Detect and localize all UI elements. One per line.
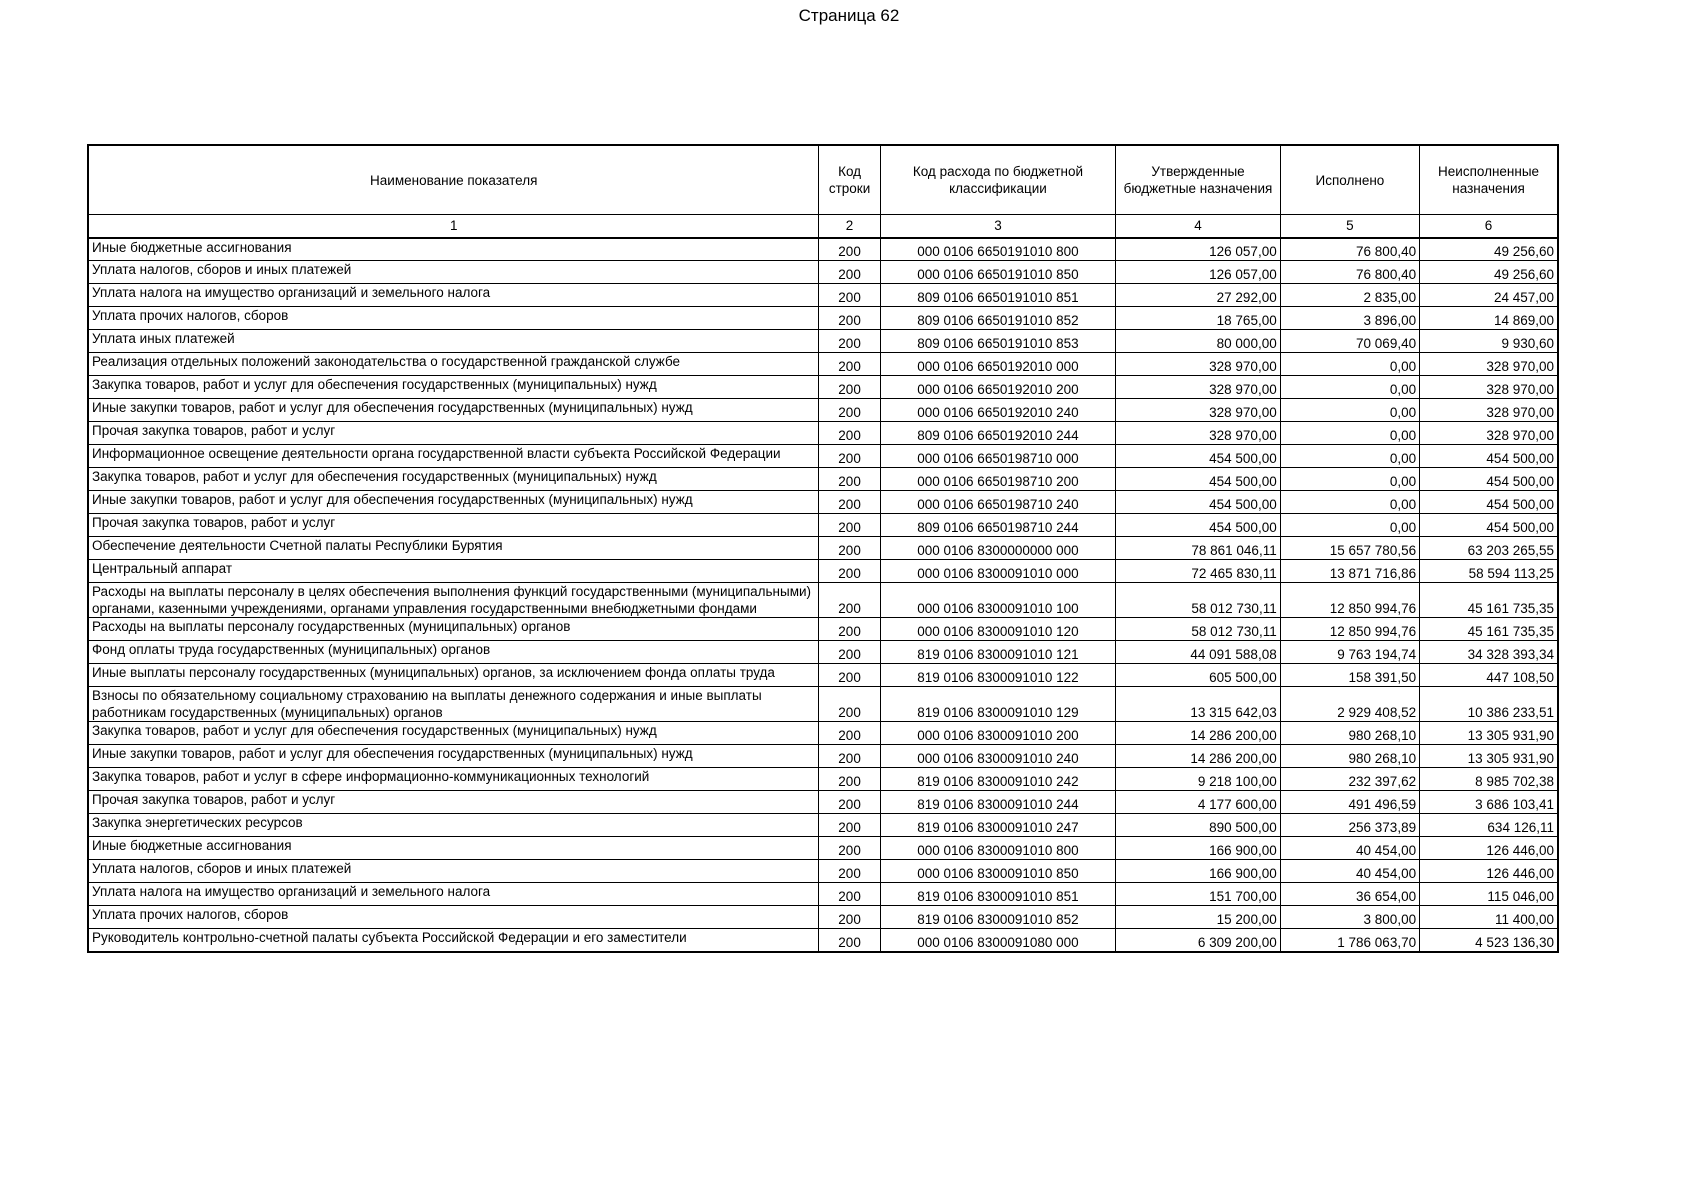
- classification-code-cell: 000 0106 8300091010 000: [880, 560, 1116, 583]
- approved-amount-cell: 27 292,00: [1116, 284, 1280, 307]
- executed-amount-cell: 491 496,59: [1280, 791, 1419, 814]
- executed-amount-cell: 76 800,40: [1280, 261, 1419, 284]
- line-code-cell: 200: [819, 399, 880, 422]
- approved-amount-cell: 454 500,00: [1116, 491, 1280, 514]
- table-row: [88, 583, 1558, 618]
- line-code-cell: 200: [819, 238, 880, 261]
- table-row: [88, 883, 1558, 906]
- indicator-name-cell: Уплата налога на имущество организаций и земельного налога: [88, 883, 819, 906]
- unexecuted-amount-cell: 58 594 113,25: [1420, 560, 1558, 583]
- line-code-cell: 200: [819, 664, 880, 687]
- indicator-name-cell: Уплата прочих налогов, сборов: [88, 307, 819, 330]
- classification-code-cell: 000 0106 6650198710 000: [880, 445, 1116, 468]
- header-line-code: Код строки: [819, 145, 880, 215]
- executed-amount-cell: 40 454,00: [1280, 837, 1419, 860]
- unexecuted-amount-cell: 634 126,11: [1420, 814, 1558, 837]
- table-row: [88, 745, 1558, 768]
- executed-amount-cell: 40 454,00: [1280, 860, 1419, 883]
- table-row: [88, 307, 1558, 330]
- table-row: [88, 330, 1558, 353]
- approved-amount-cell: 72 465 830,11: [1116, 560, 1280, 583]
- unexecuted-amount-cell: 3 686 103,41: [1420, 791, 1558, 814]
- line-code-cell: 200: [819, 929, 880, 952]
- unexecuted-amount-cell: 10 386 233,51: [1420, 687, 1558, 722]
- column-number: 6: [1420, 215, 1558, 238]
- classification-code-cell: 000 0106 6650192010 000: [880, 353, 1116, 376]
- executed-amount-cell: 13 871 716,86: [1280, 560, 1419, 583]
- approved-amount-cell: 328 970,00: [1116, 353, 1280, 376]
- line-code-cell: 200: [819, 422, 880, 445]
- line-code-cell: 200: [819, 837, 880, 860]
- executed-amount-cell: 15 657 780,56: [1280, 537, 1419, 560]
- classification-code-cell: 000 0106 6650191010 850: [880, 261, 1116, 284]
- indicator-name-cell: Закупка товаров, работ и услуг в сфере информационно-коммуникационных технологий: [88, 768, 819, 791]
- executed-amount-cell: 3 800,00: [1280, 906, 1419, 929]
- table-row: [88, 537, 1558, 560]
- line-code-cell: 200: [819, 560, 880, 583]
- line-code-cell: 200: [819, 641, 880, 664]
- approved-amount-cell: 890 500,00: [1116, 814, 1280, 837]
- classification-code-cell: 000 0106 8300091010 240: [880, 745, 1116, 768]
- classification-code-cell: 809 0106 6650191010 851: [880, 284, 1116, 307]
- executed-amount-cell: 1 786 063,70: [1280, 929, 1419, 952]
- indicator-name-cell: Иные бюджетные ассигнования: [88, 837, 819, 860]
- classification-code-cell: 819 0106 8300091010 122: [880, 664, 1116, 687]
- approved-amount-cell: 328 970,00: [1116, 399, 1280, 422]
- page-title: Страница 62: [798, 6, 900, 25]
- approved-amount-cell: 80 000,00: [1116, 330, 1280, 353]
- indicator-name-cell: Уплата налогов, сборов и иных платежей: [88, 860, 819, 883]
- indicator-name-cell: Расходы на выплаты персоналу государственных (муниципальных) органов: [88, 618, 819, 641]
- classification-code-cell: 000 0106 8300091010 100: [880, 583, 1116, 618]
- indicator-name-cell: Уплата налога на имущество организаций и земельного налога: [88, 284, 819, 307]
- executed-amount-cell: 0,00: [1280, 353, 1419, 376]
- classification-code-cell: 809 0106 6650191010 853: [880, 330, 1116, 353]
- executed-amount-cell: 0,00: [1280, 514, 1419, 537]
- line-code-cell: 200: [819, 514, 880, 537]
- classification-code-cell: 819 0106 8300091010 121: [880, 641, 1116, 664]
- executed-amount-cell: 2 929 408,52: [1280, 687, 1419, 722]
- line-code-cell: 200: [819, 261, 880, 284]
- unexecuted-amount-cell: 447 108,50: [1420, 664, 1558, 687]
- indicator-name-cell: Прочая закупка товаров, работ и услуг: [88, 791, 819, 814]
- line-code-cell: 200: [819, 722, 880, 745]
- approved-amount-cell: 14 286 200,00: [1116, 722, 1280, 745]
- unexecuted-amount-cell: 328 970,00: [1420, 399, 1558, 422]
- executed-amount-cell: 36 654,00: [1280, 883, 1419, 906]
- approved-amount-cell: 58 012 730,11: [1116, 583, 1280, 618]
- table-row: [88, 514, 1558, 537]
- table-row: [88, 814, 1558, 837]
- approved-amount-cell: 14 286 200,00: [1116, 745, 1280, 768]
- classification-code-cell: 819 0106 8300091010 247: [880, 814, 1116, 837]
- indicator-name-cell: Закупка товаров, работ и услуг для обеспечения государственных (муниципальных) нужд: [88, 722, 819, 745]
- line-code-cell: 200: [819, 687, 880, 722]
- column-number-row: [88, 215, 1558, 238]
- classification-code-cell: 000 0106 8300091010 850: [880, 860, 1116, 883]
- classification-code-cell: 000 0106 6650192010 240: [880, 399, 1116, 422]
- table-row: [88, 491, 1558, 514]
- table-row: [88, 791, 1558, 814]
- column-number: 1: [88, 215, 819, 238]
- line-code-cell: 200: [819, 353, 880, 376]
- classification-code-cell: 000 0106 8300091010 120: [880, 618, 1116, 641]
- executed-amount-cell: 232 397,62: [1280, 768, 1419, 791]
- header-executed: Исполнено: [1280, 145, 1419, 215]
- approved-amount-cell: 151 700,00: [1116, 883, 1280, 906]
- classification-code-cell: 000 0106 6650191010 800: [880, 238, 1116, 261]
- unexecuted-amount-cell: 45 161 735,35: [1420, 583, 1558, 618]
- table-row: [88, 906, 1558, 929]
- indicator-name-cell: Уплата иных платежей: [88, 330, 819, 353]
- line-code-cell: 200: [819, 468, 880, 491]
- column-number: 3: [880, 215, 1116, 238]
- unexecuted-amount-cell: 454 500,00: [1420, 514, 1558, 537]
- column-number: 5: [1280, 215, 1419, 238]
- approved-amount-cell: 4 177 600,00: [1116, 791, 1280, 814]
- indicator-name-cell: Руководитель контрольно-счетной палаты субъекта Российской Федерации и его заместители: [88, 929, 819, 952]
- indicator-name-cell: Фонд оплаты труда государственных (муниципальных) органов: [88, 641, 819, 664]
- column-number: 2: [819, 215, 880, 238]
- approved-amount-cell: 15 200,00: [1116, 906, 1280, 929]
- approved-amount-cell: 605 500,00: [1116, 664, 1280, 687]
- line-code-cell: 200: [819, 445, 880, 468]
- classification-code-cell: 000 0106 8300000000 000: [880, 537, 1116, 560]
- classification-code-cell: 000 0106 6650198710 240: [880, 491, 1116, 514]
- approved-amount-cell: 58 012 730,11: [1116, 618, 1280, 641]
- table-row: [88, 641, 1558, 664]
- table-row: [88, 929, 1558, 952]
- unexecuted-amount-cell: 328 970,00: [1420, 376, 1558, 399]
- classification-code-cell: 809 0106 6650192010 244: [880, 422, 1116, 445]
- unexecuted-amount-cell: 454 500,00: [1420, 468, 1558, 491]
- approved-amount-cell: 126 057,00: [1116, 261, 1280, 284]
- approved-amount-cell: 328 970,00: [1116, 422, 1280, 445]
- indicator-name-cell: Информационное освещение деятельности органа государственной власти субъекта Российской Федерации: [88, 445, 819, 468]
- line-code-cell: 200: [819, 791, 880, 814]
- unexecuted-amount-cell: 45 161 735,35: [1420, 618, 1558, 641]
- indicator-name-cell: Обеспечение деятельности Счетной палаты Республики Бурятия: [88, 537, 819, 560]
- line-code-cell: 200: [819, 745, 880, 768]
- unexecuted-amount-cell: 126 446,00: [1420, 837, 1558, 860]
- approved-amount-cell: 454 500,00: [1116, 468, 1280, 491]
- table-row: [88, 768, 1558, 791]
- unexecuted-amount-cell: 11 400,00: [1420, 906, 1558, 929]
- indicator-name-cell: Иные закупки товаров, работ и услуг для обеспечения государственных (муниципальных) нужд: [88, 745, 819, 768]
- executed-amount-cell: 0,00: [1280, 399, 1419, 422]
- indicator-name-cell: Уплата прочих налогов, сборов: [88, 906, 819, 929]
- unexecuted-amount-cell: 4 523 136,30: [1420, 929, 1558, 952]
- table-row: [88, 422, 1558, 445]
- approved-amount-cell: 13 315 642,03: [1116, 687, 1280, 722]
- classification-code-cell: 809 0106 6650198710 244: [880, 514, 1116, 537]
- line-code-cell: 200: [819, 768, 880, 791]
- table-row: [88, 353, 1558, 376]
- line-code-cell: 200: [819, 537, 880, 560]
- unexecuted-amount-cell: 9 930,60: [1420, 330, 1558, 353]
- unexecuted-amount-cell: 49 256,60: [1420, 261, 1558, 284]
- indicator-name-cell: Взносы по обязательному социальному страхованию на выплаты денежного содержания и иные выплаты работникам государственных (муниципальных) органов: [88, 687, 819, 722]
- line-code-cell: 200: [819, 814, 880, 837]
- table-row: [88, 560, 1558, 583]
- indicator-name-cell: Иные бюджетные ассигнования: [88, 238, 819, 261]
- unexecuted-amount-cell: 8 985 702,38: [1420, 768, 1558, 791]
- executed-amount-cell: 158 391,50: [1280, 664, 1419, 687]
- classification-code-cell: 000 0106 8300091010 800: [880, 837, 1116, 860]
- unexecuted-amount-cell: 13 305 931,90: [1420, 745, 1558, 768]
- approved-amount-cell: 166 900,00: [1116, 860, 1280, 883]
- unexecuted-amount-cell: 115 046,00: [1420, 883, 1558, 906]
- approved-amount-cell: 454 500,00: [1116, 445, 1280, 468]
- executed-amount-cell: 0,00: [1280, 445, 1419, 468]
- line-code-cell: 200: [819, 330, 880, 353]
- table-row: [88, 664, 1558, 687]
- table-body: [88, 238, 1558, 952]
- classification-code-cell: 000 0106 6650198710 200: [880, 468, 1116, 491]
- line-code-cell: 200: [819, 491, 880, 514]
- unexecuted-amount-cell: 126 446,00: [1420, 860, 1558, 883]
- unexecuted-amount-cell: 63 203 265,55: [1420, 537, 1558, 560]
- indicator-name-cell: Центральный аппарат: [88, 560, 819, 583]
- executed-amount-cell: 12 850 994,76: [1280, 583, 1419, 618]
- line-code-cell: 200: [819, 618, 880, 641]
- line-code-cell: 200: [819, 307, 880, 330]
- classification-code-cell: 819 0106 8300091010 851: [880, 883, 1116, 906]
- table-row: [88, 445, 1558, 468]
- table-row: [88, 837, 1558, 860]
- unexecuted-amount-cell: 24 457,00: [1420, 284, 1558, 307]
- approved-amount-cell: 166 900,00: [1116, 837, 1280, 860]
- unexecuted-amount-cell: 13 305 931,90: [1420, 722, 1558, 745]
- executed-amount-cell: 3 896,00: [1280, 307, 1419, 330]
- executed-amount-cell: 0,00: [1280, 468, 1419, 491]
- line-code-cell: 200: [819, 860, 880, 883]
- executed-amount-cell: 2 835,00: [1280, 284, 1419, 307]
- table-row: [88, 722, 1558, 745]
- approved-amount-cell: 78 861 046,11: [1116, 537, 1280, 560]
- line-code-cell: 200: [819, 284, 880, 307]
- executed-amount-cell: 0,00: [1280, 422, 1419, 445]
- table-row: [88, 238, 1558, 261]
- table-row: [88, 468, 1558, 491]
- executed-amount-cell: 12 850 994,76: [1280, 618, 1419, 641]
- indicator-name-cell: Реализация отдельных положений законодательства о государственной гражданской службе: [88, 353, 819, 376]
- indicator-name-cell: Иные выплаты персоналу государственных (муниципальных) органов, за исключением фонда оплаты труда: [88, 664, 819, 687]
- indicator-name-cell: Иные закупки товаров, работ и услуг для обеспечения государственных (муниципальных) нужд: [88, 491, 819, 514]
- indicator-name-cell: Прочая закупка товаров, работ и услуг: [88, 422, 819, 445]
- approved-amount-cell: 6 309 200,00: [1116, 929, 1280, 952]
- unexecuted-amount-cell: 454 500,00: [1420, 491, 1558, 514]
- approved-amount-cell: 328 970,00: [1116, 376, 1280, 399]
- table-row: [88, 687, 1558, 722]
- executed-amount-cell: 0,00: [1280, 376, 1419, 399]
- approved-amount-cell: 18 765,00: [1116, 307, 1280, 330]
- line-code-cell: 200: [819, 906, 880, 929]
- executed-amount-cell: 0,00: [1280, 491, 1419, 514]
- indicator-name-cell: Закупка энергетических ресурсов: [88, 814, 819, 837]
- line-code-cell: 200: [819, 376, 880, 399]
- executed-amount-cell: 76 800,40: [1280, 238, 1419, 261]
- table-row: [88, 860, 1558, 883]
- unexecuted-amount-cell: 328 970,00: [1420, 353, 1558, 376]
- classification-code-cell: 000 0106 6650192010 200: [880, 376, 1116, 399]
- table-row: [88, 399, 1558, 422]
- unexecuted-amount-cell: 14 869,00: [1420, 307, 1558, 330]
- classification-code-cell: 819 0106 8300091010 244: [880, 791, 1116, 814]
- table-row: [88, 284, 1558, 307]
- indicator-name-cell: Расходы на выплаты персоналу в целях обеспечения выполнения функций государственными (муниципальными) органами, казенными учреждениями, органами управления государственными внебюджетными фондами: [88, 583, 819, 618]
- budget-report-table: [87, 144, 1559, 953]
- unexecuted-amount-cell: 454 500,00: [1420, 445, 1558, 468]
- approved-amount-cell: 9 218 100,00: [1116, 768, 1280, 791]
- line-code-cell: 200: [819, 583, 880, 618]
- approved-amount-cell: 44 091 588,08: [1116, 641, 1280, 664]
- indicator-name-cell: Уплата налогов, сборов и иных платежей: [88, 261, 819, 284]
- classification-code-cell: 000 0106 8300091080 000: [880, 929, 1116, 952]
- classification-code-cell: 819 0106 8300091010 242: [880, 768, 1116, 791]
- column-number: 4: [1116, 215, 1280, 238]
- unexecuted-amount-cell: 34 328 393,34: [1420, 641, 1558, 664]
- indicator-name-cell: Иные закупки товаров, работ и услуг для обеспечения государственных (муниципальных) нужд: [88, 399, 819, 422]
- line-code-cell: 200: [819, 883, 880, 906]
- table-row: [88, 376, 1558, 399]
- executed-amount-cell: 980 268,10: [1280, 722, 1419, 745]
- executed-amount-cell: 9 763 194,74: [1280, 641, 1419, 664]
- indicator-name-cell: Прочая закупка товаров, работ и услуг: [88, 514, 819, 537]
- table-row: [88, 261, 1558, 284]
- classification-code-cell: 819 0106 8300091010 852: [880, 906, 1116, 929]
- classification-code-cell: 000 0106 8300091010 200: [880, 722, 1116, 745]
- table-row: [88, 618, 1558, 641]
- executed-amount-cell: 256 373,89: [1280, 814, 1419, 837]
- classification-code-cell: 809 0106 6650191010 852: [880, 307, 1116, 330]
- approved-amount-cell: 454 500,00: [1116, 514, 1280, 537]
- approved-amount-cell: 126 057,00: [1116, 238, 1280, 261]
- executed-amount-cell: 980 268,10: [1280, 745, 1419, 768]
- indicator-name-cell: Закупка товаров, работ и услуг для обеспечения государственных (муниципальных) нужд: [88, 376, 819, 399]
- unexecuted-amount-cell: 328 970,00: [1420, 422, 1558, 445]
- table-header-row: [88, 145, 1558, 215]
- header-budget-classification-code: Код расхода по бюджетной классификации: [880, 145, 1116, 215]
- header-indicator-name: Наименование показателя: [88, 145, 819, 215]
- header-unexecuted-appropriations: Неисполненные назначения: [1420, 145, 1558, 215]
- indicator-name-cell: Закупка товаров, работ и услуг для обеспечения государственных (муниципальных) нужд: [88, 468, 819, 491]
- header-approved-appropriations: Утвержденные бюджетные назначения: [1116, 145, 1280, 215]
- unexecuted-amount-cell: 49 256,60: [1420, 238, 1558, 261]
- executed-amount-cell: 70 069,40: [1280, 330, 1419, 353]
- classification-code-cell: 819 0106 8300091010 129: [880, 687, 1116, 722]
